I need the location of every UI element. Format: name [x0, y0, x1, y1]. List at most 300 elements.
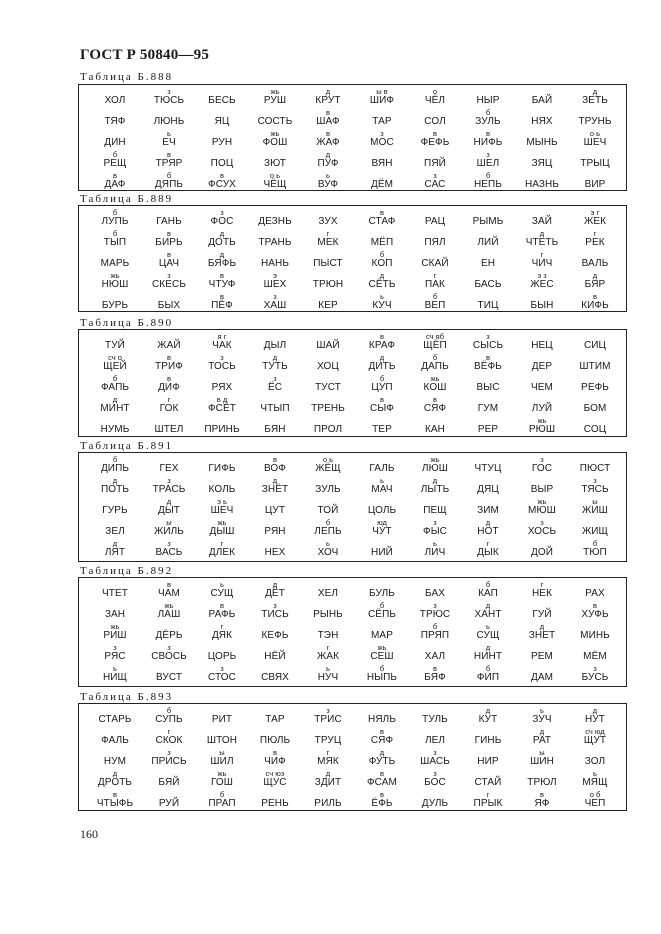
table-b892	[78, 577, 627, 687]
word: ЗОЛ	[584, 756, 606, 767]
word: ДИТЬ	[368, 361, 396, 372]
word: ВУСТ	[155, 672, 183, 683]
word: НИЙ	[371, 547, 393, 558]
word: ЧУТ	[372, 526, 392, 537]
word: ШАЙ	[316, 340, 340, 351]
variant-mark: д	[485, 643, 491, 652]
variant-mark: в	[167, 353, 171, 362]
word: ГУРЬ	[102, 505, 128, 516]
word: НЕПЬ	[473, 179, 503, 190]
word: МЁП	[370, 237, 394, 248]
word: ГУЙ	[532, 609, 552, 620]
word: ДЁТ	[265, 588, 285, 599]
word: ШЕЛ	[476, 158, 500, 169]
word: МЯК	[317, 756, 339, 767]
word: ЗУЛЬ	[475, 116, 501, 127]
word: ТАР	[265, 714, 285, 725]
word: ЖЕС	[530, 279, 554, 290]
word: СЁПЬ	[367, 609, 397, 620]
variant-mark: д	[112, 539, 118, 548]
word: ГУМ	[477, 403, 499, 414]
word: ВОФ	[263, 463, 287, 474]
variant-mark: б	[485, 664, 491, 673]
word: ШЕЧ	[210, 505, 234, 516]
word: ПЫСТ	[313, 258, 343, 269]
word: РЫМЬ	[472, 216, 504, 227]
variant-mark: в	[167, 580, 171, 589]
variant-mark: д	[592, 271, 598, 280]
word-cell	[562, 791, 628, 809]
table-b893	[78, 703, 627, 811]
variant-mark: г	[540, 580, 544, 589]
word: ДЛЕК	[208, 547, 236, 558]
word: ЧИЧ	[531, 258, 553, 269]
word: ПЯЛ	[424, 237, 446, 248]
word: НУТ	[585, 714, 605, 725]
variant-mark: з	[486, 332, 490, 341]
word: ЧТЫФЬ	[96, 798, 134, 809]
word: БОМ	[583, 403, 607, 414]
variant-mark: ь	[593, 769, 597, 778]
variant-mark: жь	[430, 455, 440, 464]
word: НАНЬ	[260, 258, 290, 269]
variant-mark: в	[433, 664, 437, 673]
word: ШЕХ	[263, 279, 287, 290]
variant-mark: в	[273, 748, 277, 757]
word: КИФЬ	[581, 300, 609, 311]
word: ЧЕП	[584, 798, 606, 809]
word: ДЁМ	[370, 179, 394, 190]
word-cell	[562, 396, 628, 414]
word: ПЮЛЬ	[259, 735, 291, 746]
word: КОШ	[423, 382, 447, 393]
word: ХОЛ	[104, 95, 126, 106]
table-b888	[78, 84, 627, 191]
word: ЗУХ	[318, 216, 338, 227]
word: РЕФЬ	[581, 382, 609, 393]
word: ХЕЛ	[317, 588, 339, 599]
word: НИНТ	[473, 651, 503, 662]
word: ДУЛЬ	[421, 798, 449, 809]
variant-mark: з	[433, 748, 437, 757]
word: БЯН	[264, 424, 286, 435]
word: ЧТЕТ	[102, 588, 128, 599]
variant-mark: в	[380, 332, 384, 341]
variant-mark: д	[379, 353, 385, 362]
word: ФЫС	[423, 526, 447, 537]
variant-mark: з	[433, 601, 437, 610]
variant-mark: ь	[326, 664, 330, 673]
word: ТЮСЬ	[153, 95, 185, 106]
variant-mark: б	[379, 250, 385, 259]
word: ДЁРЬ	[155, 630, 183, 641]
word: ГОШ	[210, 777, 234, 788]
variant-mark: в	[486, 353, 490, 362]
word: ШТЕЛ	[154, 424, 184, 435]
word: ФИП	[476, 672, 500, 683]
word: ТУТЬ	[262, 361, 288, 372]
word: ДОТЬ	[208, 237, 236, 248]
variant-mark: з	[433, 769, 437, 778]
word: ГАЛЬ	[369, 463, 395, 474]
variant-mark: жь	[430, 374, 440, 383]
variant-mark: э г	[590, 208, 600, 217]
word-cell	[562, 417, 628, 435]
word: НЫР	[476, 95, 500, 106]
word: ЧАМ	[158, 588, 180, 599]
word: ДЯПЬ	[154, 179, 184, 190]
variant-mark: о	[432, 87, 438, 96]
variant-mark: ы	[219, 748, 225, 757]
variant-mark: б	[166, 171, 172, 180]
variant-mark: д	[485, 706, 491, 715]
word: ВЫС	[476, 382, 500, 393]
word: НУМ	[103, 756, 127, 767]
word: РАТ	[532, 735, 552, 746]
word: ЖЁЩ	[315, 463, 341, 474]
word: МЕК	[317, 237, 339, 248]
word-cell	[562, 707, 628, 725]
word: ТРИС	[314, 714, 342, 725]
word: ДЫШ	[209, 526, 235, 537]
word: ЩЕЙ	[103, 361, 127, 372]
variant-mark: г	[167, 727, 171, 736]
word: ЕН	[480, 258, 496, 269]
word: ГЕХ	[159, 463, 179, 474]
word: РЕК	[585, 237, 605, 248]
word: БОС	[424, 777, 446, 788]
word: ФАПЬ	[100, 382, 130, 393]
variant-mark: д	[432, 476, 438, 485]
word: ЧТЕТЬ	[525, 237, 559, 248]
word: ЛЮНЬ	[153, 116, 185, 127]
word: ПОЦ	[210, 158, 234, 169]
word: МИНТ	[100, 403, 130, 414]
word-cell	[562, 602, 628, 620]
word: БУСЬ	[581, 672, 609, 683]
word: ТИЦ	[477, 300, 499, 311]
word: БЫН	[530, 300, 554, 311]
word: ЗАН	[104, 609, 126, 620]
variant-mark: д	[219, 229, 225, 238]
word: ВУФ	[317, 179, 339, 190]
variant-mark: г	[486, 790, 490, 799]
variant-mark: г	[326, 748, 330, 757]
word: ФЕФЬ	[420, 137, 450, 148]
word: ЩУТ	[583, 735, 607, 746]
variant-mark: з	[486, 150, 490, 159]
word: ЛУПЬ	[101, 216, 129, 227]
word: ЛИЙ	[477, 237, 499, 248]
variant-mark: б	[379, 374, 385, 383]
word: ЁС	[267, 382, 283, 393]
variant-mark: з	[326, 706, 330, 715]
word: МЯЩ	[582, 777, 608, 788]
variant-mark: д	[272, 580, 278, 589]
word: СКАЙ	[421, 258, 449, 269]
word: КОП	[371, 258, 393, 269]
variant-mark: сч юз	[265, 769, 285, 778]
variant-mark: б	[485, 108, 491, 117]
variant-mark: ы	[166, 518, 172, 527]
word: ПЁФ	[211, 300, 233, 311]
word: ФУТЬ	[368, 756, 396, 767]
variant-mark: в	[380, 790, 384, 799]
word: ЕЧ	[162, 137, 176, 148]
word-cell	[562, 749, 628, 767]
variant-mark: б	[325, 518, 331, 527]
word: НОТ	[477, 526, 499, 537]
word: БЯФ	[424, 672, 446, 683]
variant-mark: ы	[539, 748, 545, 757]
variant-mark: з	[113, 643, 117, 652]
variant-mark: д	[112, 476, 118, 485]
word: ФСЁТ	[207, 403, 236, 414]
variant-mark: э ь	[217, 497, 227, 506]
variant-mark: б	[112, 374, 118, 383]
word: ЗЮТ	[264, 158, 286, 169]
word-cell	[562, 728, 628, 746]
word: ЛЮШ	[421, 463, 449, 474]
word: СОЦ	[583, 424, 607, 435]
word: КУЧ	[372, 300, 392, 311]
word: ЯФ	[534, 798, 550, 809]
word: КАН	[424, 424, 446, 435]
word: НЁЙ	[264, 651, 286, 662]
word: РУШ	[263, 95, 287, 106]
word: РЕР	[477, 424, 499, 435]
variant-mark: з	[167, 271, 171, 280]
word: ВЯН	[371, 158, 393, 169]
word-cell	[562, 477, 628, 495]
word: СВЯХ	[261, 672, 289, 683]
word: ЗНЕТ	[528, 630, 556, 641]
document-title: ГОСТ Р 50840—95	[80, 47, 210, 63]
variant-mark: д	[539, 727, 545, 736]
word: ПАК	[425, 279, 445, 290]
word: СИЦ	[583, 340, 607, 351]
word-cell	[562, 770, 628, 788]
word: РУЙ	[158, 798, 180, 809]
word: ФОШ	[262, 137, 288, 148]
variant-mark: з	[593, 476, 597, 485]
word: ХАЛ	[424, 651, 446, 662]
word: ТРЕНЬ	[311, 403, 345, 414]
variant-mark: в	[380, 727, 384, 736]
word: ГИФЬ	[208, 463, 236, 474]
word-cell	[562, 519, 628, 537]
word: РЯС	[104, 651, 126, 662]
word: ТРАСЬ	[152, 484, 186, 495]
word: ЦУП	[371, 382, 393, 393]
word: БАХ	[425, 588, 445, 599]
word: ЖЕК	[583, 216, 607, 227]
word: ДОЙ	[530, 547, 554, 558]
word: РЮШ	[528, 424, 556, 435]
word: СКОК	[155, 735, 183, 746]
variant-mark: в	[326, 108, 330, 117]
word: БУЛЬ	[369, 588, 395, 599]
word-cell	[562, 375, 628, 393]
variant-mark: ь	[540, 706, 544, 715]
word-cell	[562, 354, 628, 372]
word: ЛИЧ	[424, 547, 446, 558]
word: ПРИСЬ	[151, 756, 187, 767]
word: ЖАК	[316, 651, 340, 662]
word: ФСУХ	[208, 179, 236, 190]
variant-mark: б	[112, 455, 118, 464]
variant-mark: д	[112, 395, 118, 404]
word: ЛЫТЬ	[420, 484, 450, 495]
variant-mark: г	[220, 622, 224, 631]
word: СУЩ	[210, 588, 234, 599]
variant-mark: б	[485, 580, 491, 589]
variant-mark: в	[433, 129, 437, 138]
word: НЮШ	[101, 279, 129, 290]
word: ВЫР	[530, 484, 554, 495]
word: ЛАШ	[157, 609, 181, 620]
word: СЁТЬ	[368, 279, 396, 290]
variant-mark: в	[380, 395, 384, 404]
word: ПОТЬ	[100, 484, 130, 495]
variant-mark: э	[273, 271, 277, 280]
word: БЯФЬ	[207, 258, 237, 269]
word: НЫПЬ	[366, 672, 398, 683]
variant-mark: з	[380, 129, 384, 138]
variant-mark: в	[220, 271, 224, 280]
word: КРАФ	[368, 340, 396, 351]
variant-mark: з	[540, 518, 544, 527]
word: ДЫЛ	[263, 340, 287, 351]
variant-mark: жь	[110, 271, 120, 280]
word: МЁМ	[583, 651, 607, 662]
word: БАСЬ	[474, 279, 502, 290]
variant-mark: д	[325, 769, 331, 778]
word: КЕР	[318, 300, 338, 311]
word: ХАНТ	[474, 609, 502, 620]
word: СУЩ	[476, 630, 500, 641]
word: НУМЬ	[100, 424, 130, 435]
word: ШТОН	[206, 735, 238, 746]
variant-mark: в д	[216, 395, 228, 404]
variant-mark: ь	[380, 476, 384, 485]
word: ХАШ	[263, 300, 287, 311]
word-cell	[562, 88, 628, 106]
word: ЗУЧ	[532, 714, 552, 725]
word: НИФЬ	[473, 137, 503, 148]
word-cell	[562, 209, 628, 227]
word: СТОС	[208, 672, 236, 683]
word: РАЦ	[424, 216, 446, 227]
word-cell	[562, 665, 628, 683]
word: РЯН	[264, 526, 286, 537]
table-caption: Таблица Б.888	[80, 71, 174, 83]
variant-mark: г	[540, 250, 544, 259]
word: ПРОЛ	[313, 424, 343, 435]
variant-mark: д	[325, 87, 331, 96]
variant-mark: юд	[377, 518, 387, 527]
word: РЫНЬ	[313, 609, 343, 620]
word: ТРАНЬ	[258, 237, 292, 248]
word: КОЛЬ	[208, 484, 236, 495]
word-cell	[562, 644, 628, 662]
word-cell	[562, 230, 628, 248]
variant-mark: з	[273, 601, 277, 610]
word: ТОЙ	[317, 505, 339, 516]
word: БУРЬ	[101, 300, 129, 311]
variant-mark: д	[592, 87, 598, 96]
word: ЖАФ	[316, 137, 340, 148]
word-cell	[562, 623, 628, 641]
word: СТАРЬ	[98, 714, 132, 725]
word: ШИФ	[369, 95, 395, 106]
variant-mark: жь	[537, 497, 547, 506]
variant-mark: д	[166, 497, 172, 506]
word: ВЁФЬ	[474, 361, 502, 372]
variant-mark: в	[486, 129, 490, 138]
word: ТЯСЬ	[581, 484, 609, 495]
word: ШИН	[530, 756, 554, 767]
word: ТАР	[372, 116, 392, 127]
word: МИНЬ	[580, 630, 610, 641]
word: КЕФЬ	[261, 630, 289, 641]
word: СЕШ	[370, 651, 394, 662]
variant-mark: жь	[217, 769, 227, 778]
variant-mark: в	[167, 229, 171, 238]
variant-mark: з	[273, 292, 277, 301]
variant-mark: б	[219, 790, 225, 799]
word: ЧИФ	[264, 756, 286, 767]
word: РЕНЬ	[261, 798, 289, 809]
word: ТРЮЛ	[527, 777, 557, 788]
variant-mark: д	[272, 476, 278, 485]
word: МАЧ	[371, 484, 393, 495]
word: СКЕСЬ	[151, 279, 186, 290]
word: ЗАЙ	[531, 216, 553, 227]
variant-mark: г	[326, 229, 330, 238]
word: НИР	[477, 756, 499, 767]
word: ГАНЬ	[156, 216, 182, 227]
variant-mark: б	[592, 539, 598, 548]
word: БЫХ	[157, 300, 181, 311]
word-cell	[562, 498, 628, 516]
word: ПУФ	[317, 158, 339, 169]
word: ФОС	[210, 216, 234, 227]
variant-mark: з	[540, 455, 544, 464]
word: ДЯК	[211, 630, 233, 641]
word: НИЩ	[102, 672, 128, 683]
variant-mark: в	[220, 292, 224, 301]
variant-mark: ы в	[376, 87, 388, 96]
word: ЛЕЛ	[424, 735, 446, 746]
variant-mark: з	[167, 643, 171, 652]
word: ГОК	[159, 403, 179, 414]
table-caption: Таблица Б.891	[80, 440, 174, 452]
word: ЗЯЦ	[531, 158, 553, 169]
word: ДЯЦ	[477, 484, 499, 495]
word-cell	[562, 540, 628, 558]
variant-mark: жь	[270, 87, 280, 96]
variant-mark: з	[167, 476, 171, 485]
word: ХОЦ	[317, 361, 339, 372]
word: ЦОЛЬ	[367, 505, 397, 516]
variant-mark: г	[167, 395, 171, 404]
word: КРУТ	[315, 95, 341, 106]
word: ТРЮН	[312, 279, 344, 290]
variant-mark: б	[379, 664, 385, 673]
variant-mark: з	[167, 748, 171, 757]
variant-mark: в	[167, 250, 171, 259]
